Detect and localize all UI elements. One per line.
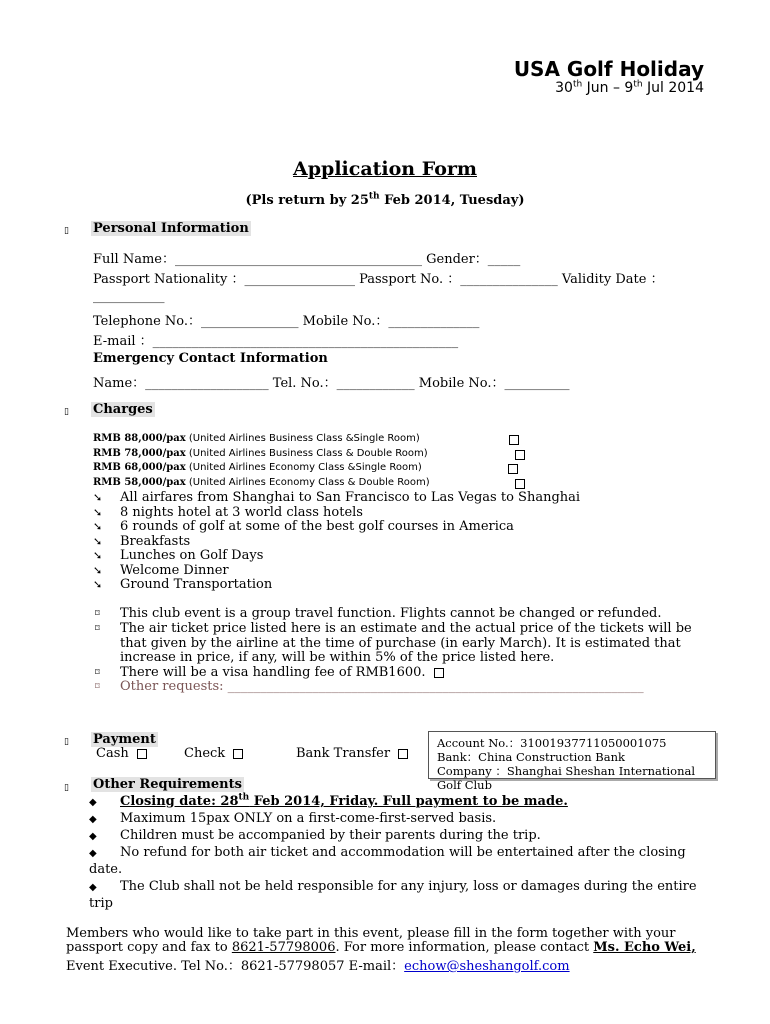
charge-checkbox[interactable] — [515, 450, 525, 460]
footer-line-2: passport copy and fax to 8621-57798006. For more information, please contact Ms. Echo Wei, — [66, 940, 696, 955]
diamond-bullet-icon: ◆ — [89, 831, 97, 842]
section-bullet-icon: ▯ — [64, 783, 69, 793]
charge-checkbox[interactable] — [509, 435, 519, 445]
company-name-cont: Golf Club — [437, 778, 492, 792]
section-bullet-icon: ▯ — [64, 407, 69, 417]
section-bullet-icon: ▯ — [64, 737, 69, 747]
contact-name: Ms. Echo Wei, — [593, 940, 696, 955]
email-field[interactable]: E-mail ：_______________________________________________ — [93, 334, 459, 349]
include-item: Ground Transportation — [120, 577, 273, 592]
arrow-bullet-icon: ➘ — [93, 506, 103, 519]
charges-heading: Charges — [93, 402, 153, 417]
note-item: increase in price, if any, will be within 5% of the price listed here. — [120, 650, 555, 665]
closing-date: Closing date: 28th Feb 2014, Friday. Full payment to be made. — [120, 792, 568, 809]
bank-transfer-option[interactable]: Bank Transfer — [296, 746, 408, 761]
diamond-bullet-icon: ◆ — [89, 882, 97, 893]
footer-line-3: Event Executive. Tel No.：8621-57798057 E-mail：echow@sheshangolf.com — [66, 959, 570, 974]
section-bullet-icon: ▯ — [64, 226, 69, 236]
charge-option: RMB 58,000/pax (United Airlines Economy Class & Double Room) — [93, 477, 430, 488]
check-option[interactable]: Check — [184, 746, 243, 761]
note-item: This club event is a group travel function. Flights cannot be changed or refunded. — [120, 606, 662, 621]
arrow-bullet-icon: ➘ — [93, 520, 103, 533]
fax-number: 8621-57798006 — [231, 940, 336, 955]
cash-checkbox[interactable] — [137, 749, 147, 759]
charge-option: RMB 88,000/pax (United Airlines Business Class &Single Room) — [93, 433, 420, 444]
passport-fields[interactable]: Passport Nationality ：_________________ Passport No. ：_______________ Validity Date ： — [93, 272, 664, 287]
requirement-item: Children must be accompanied by their parents during the trip. — [120, 828, 541, 843]
diamond-bullet-icon: ◆ — [89, 797, 97, 808]
requirement-item: The Club shall not be held responsible for any injury, loss or damages during the entire — [120, 879, 697, 894]
include-item: Welcome Dinner — [120, 563, 229, 578]
account-number: Account No.：31001937711050001075 — [437, 736, 667, 750]
diamond-bullet-icon: ◆ — [89, 814, 97, 825]
include-item: Lunches on Golf Days — [120, 548, 264, 563]
note-item: The air ticket price listed here is an estimate and the actual price of the tickets will be — [120, 621, 692, 636]
validity-date-field[interactable]: ___________ — [93, 289, 165, 304]
company-name: Company ：Shanghai Sheshan International — [437, 764, 696, 778]
arrow-bullet-icon: ➘ — [93, 578, 103, 591]
requirement-item: Maximum 15pax ONLY on a first-come-first-served basis. — [120, 811, 497, 826]
include-item: All airfares from Shanghai to San Francisco to Las Vegas to Shanghai — [120, 490, 581, 505]
footer-line-1: Members who would like to take part in this event, please fill in the form together with your — [66, 926, 676, 941]
note-item: that given by the airline at the time of purchase (in early March). It is estimated that — [120, 636, 681, 651]
visa-checkbox[interactable] — [434, 668, 444, 678]
charge-checkbox[interactable] — [508, 464, 518, 474]
event-dates: 30th Jun – 9th Jul 2014 — [555, 79, 704, 96]
visa-fee-note: There will be a visa handling fee of RMB1600. — [120, 665, 444, 680]
other-requirements-heading: Other Requirements — [93, 777, 242, 792]
arrow-bullet-icon: ➘ — [93, 564, 103, 577]
return-deadline: (Pls return by 25th Feb 2014, Tuesday) — [245, 191, 525, 208]
phone-fields[interactable]: Telephone No.：_______________ Mobile No.：______________ — [93, 314, 480, 329]
event-title: USA Golf Holiday — [513, 57, 704, 81]
check-checkbox[interactable] — [233, 749, 243, 759]
full-name-gender-field[interactable]: Full Name：______________________________________ Gender：_____ — [93, 252, 521, 267]
emergency-contact-fields[interactable]: Name：___________________ Tel. No.：____________ Mobile No.：__________ — [93, 376, 570, 391]
include-item: 8 nights hotel at 3 world class hotels — [120, 505, 363, 520]
include-item: 6 rounds of golf at some of the best golf courses in America — [120, 519, 514, 534]
diamond-bullet-icon: ◆ — [89, 848, 97, 859]
bank-transfer-checkbox[interactable] — [398, 749, 408, 759]
requirement-item-cont: trip — [89, 896, 113, 911]
flower-bullet-icon: ⌑ — [95, 609, 100, 619]
arrow-bullet-icon: ➘ — [93, 491, 103, 504]
flower-bullet-icon: ⌑ — [95, 624, 100, 634]
charge-option: RMB 78,000/pax (United Airlines Business Class & Double Room) — [93, 448, 428, 459]
requirement-item-cont: date. — [89, 862, 123, 877]
flower-bullet-icon: ⌑ — [95, 668, 100, 678]
cash-option[interactable]: Cash — [96, 746, 147, 761]
account-info-box — [428, 731, 716, 792]
arrow-bullet-icon: ➘ — [93, 549, 103, 562]
form-title: Application Form — [293, 158, 477, 180]
requirement-item: No refund for both air ticket and accommodation will be entertained after the closing — [120, 845, 686, 860]
payment-heading: Payment — [93, 732, 156, 747]
charge-option: RMB 68,000/pax (United Airlines Economy Class &Single Room) — [93, 462, 422, 473]
email-link[interactable]: echow@sheshangolf.com — [404, 959, 570, 974]
emergency-contact-heading: Emergency Contact Information — [93, 351, 328, 366]
bank-name: Bank：China Construction Bank — [437, 750, 625, 764]
personal-info-heading: Personal Information — [93, 221, 249, 236]
arrow-bullet-icon: ➘ — [93, 535, 103, 548]
other-requests-field[interactable]: Other requests: ________________________________________________________________ — [120, 679, 644, 694]
flower-bullet-icon: ⌑ — [95, 682, 100, 692]
include-item: Breakfasts — [120, 534, 191, 549]
charge-checkbox[interactable] — [515, 479, 525, 489]
